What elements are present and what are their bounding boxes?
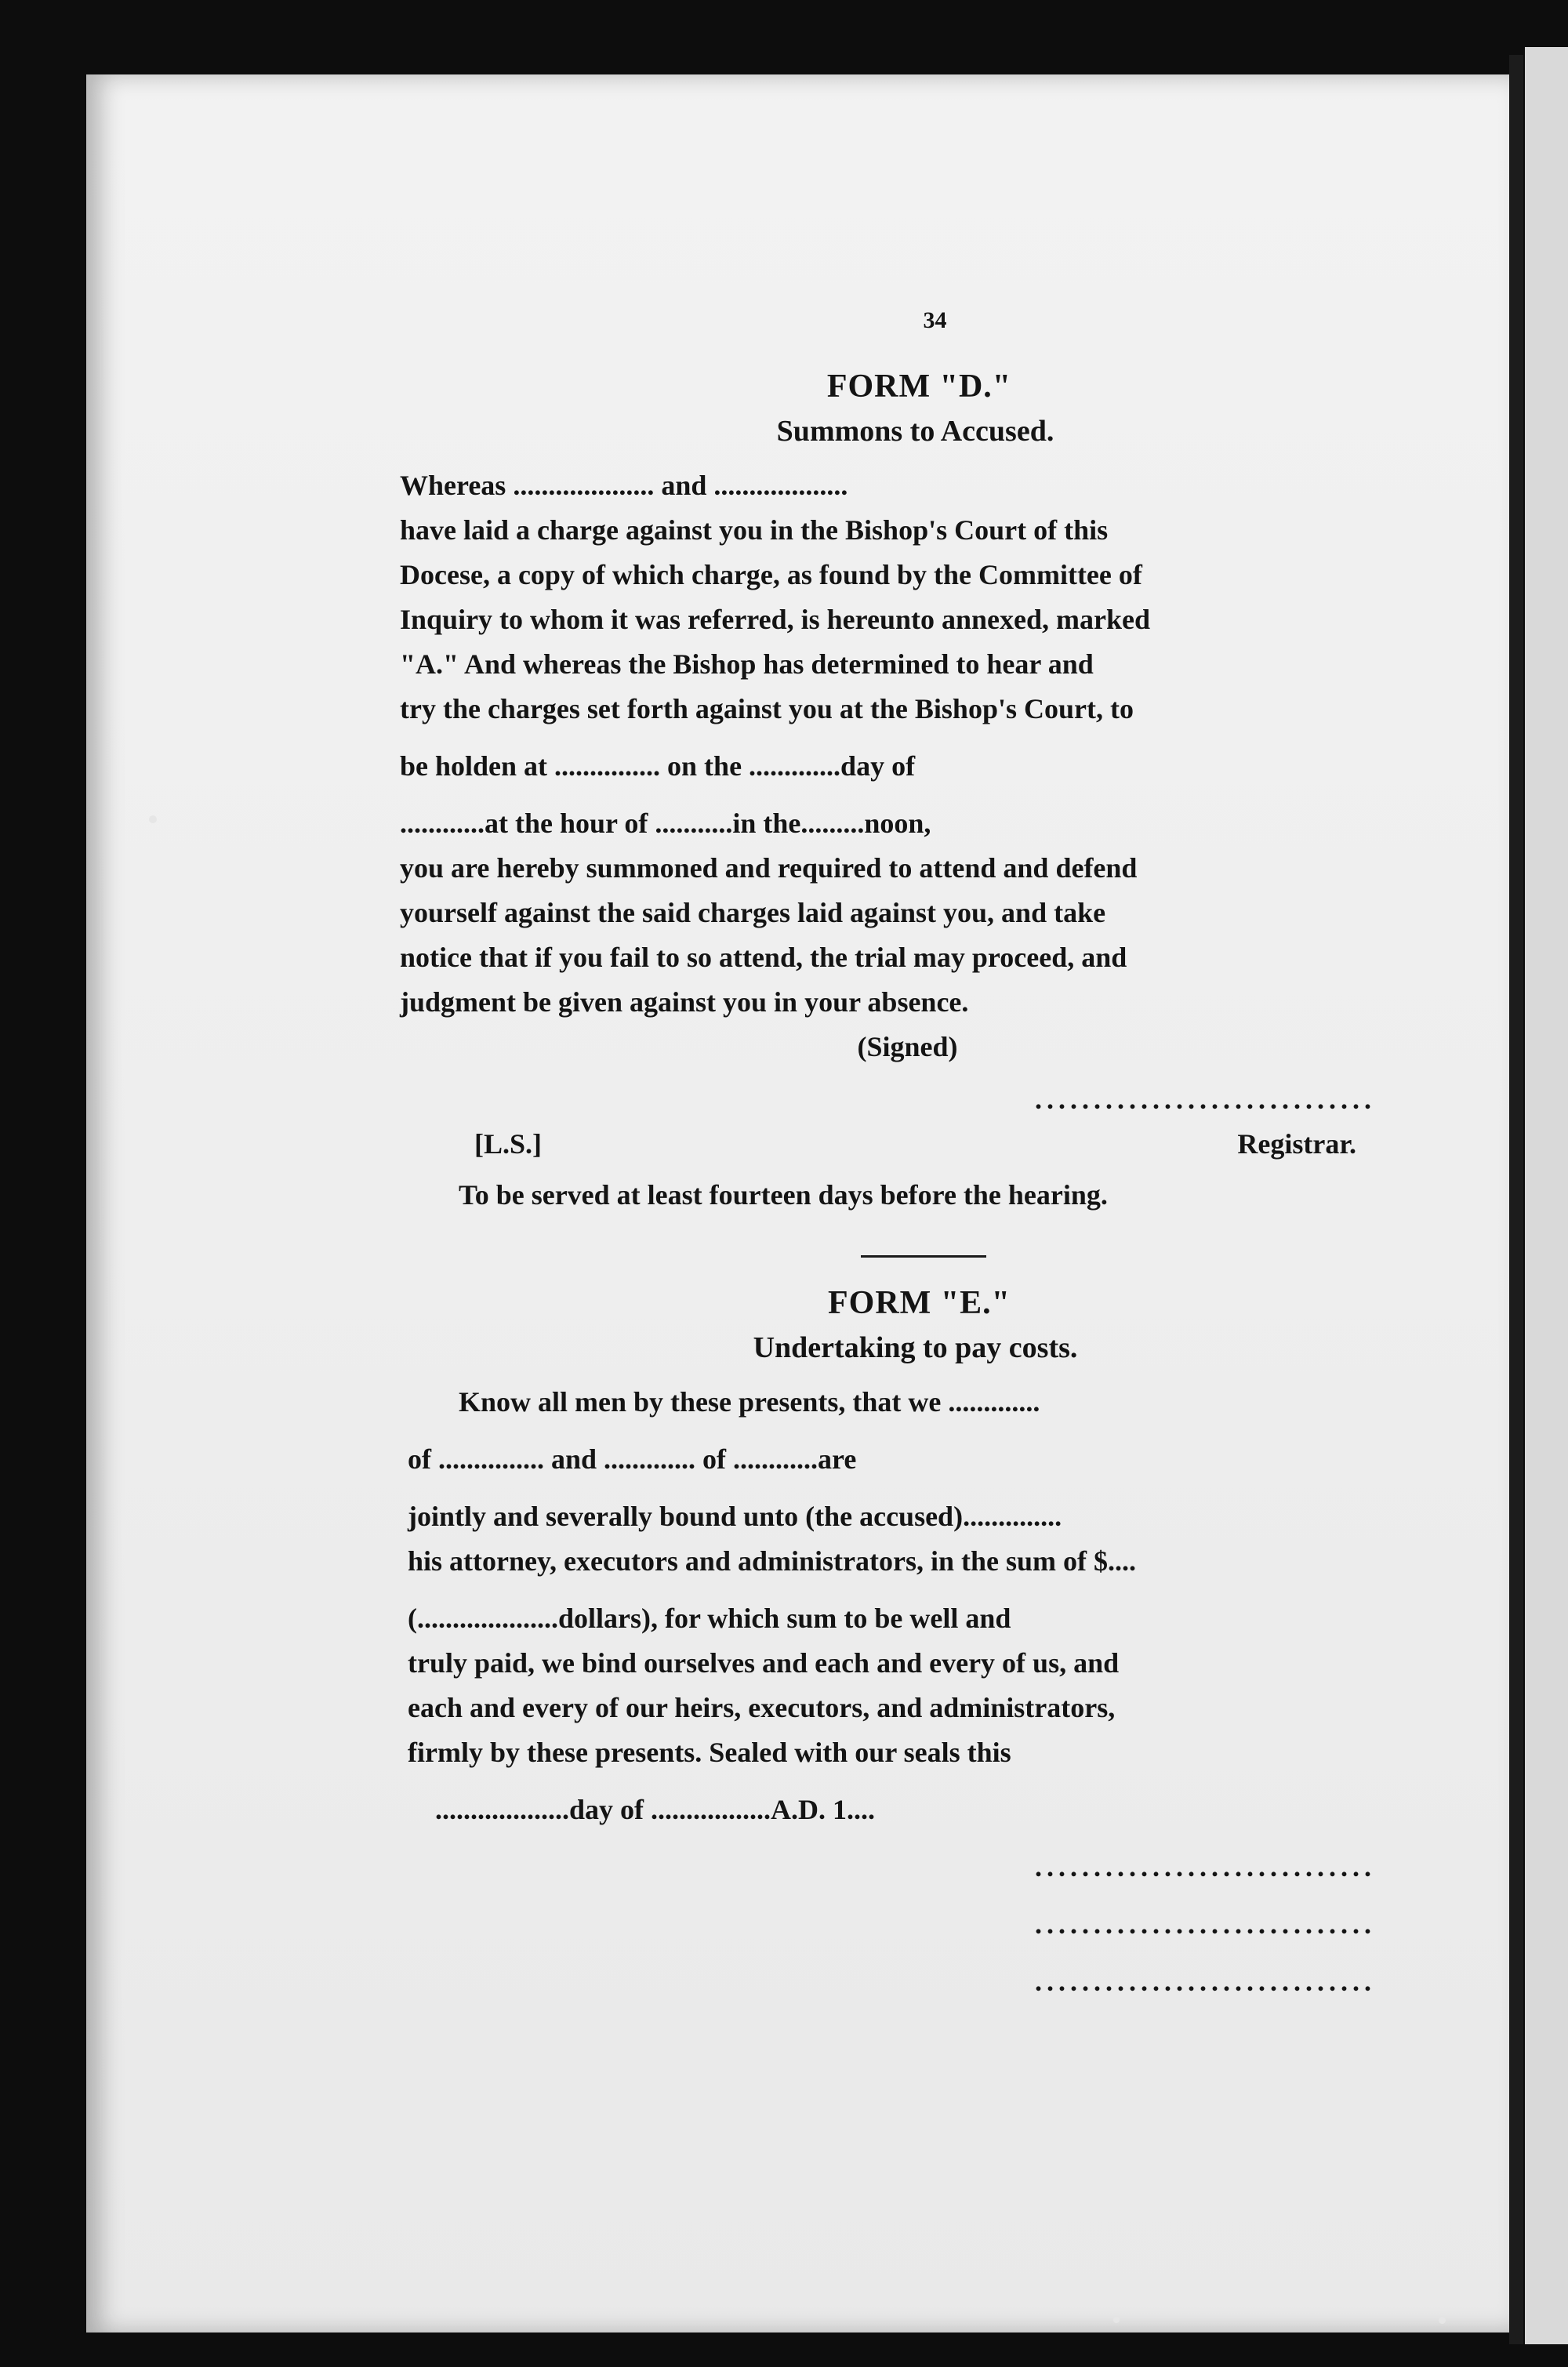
- form-e-line: truly paid, we bind ourselves and each and every of us, and: [408, 1647, 1120, 1679]
- form-e-line: jointly and severally bound unto (the accused)..............: [408, 1501, 1062, 1532]
- form-e-line: (....................dollars), for which sum to be well and: [408, 1603, 1011, 1634]
- form-e-subtitle: Undertaking to pay costs.: [753, 1331, 1078, 1364]
- signature-line: .............................: [1035, 1084, 1376, 1115]
- scan-speck: [1439, 2317, 1446, 2324]
- service-note: To be served at least fourteen days before the hearing.: [459, 1179, 1108, 1211]
- form-d-line: try the charges set forth against you at the Bishop's Court, to: [400, 693, 1134, 724]
- signature-line: .............................: [1035, 1966, 1376, 1997]
- page-text: [400, 298, 1376, 2004]
- signature-line: .............................: [1035, 1851, 1376, 1882]
- adjacent-page-strip: [1525, 47, 1568, 2344]
- form-e-title: FORM "E.": [828, 1285, 1011, 1321]
- form-e-line: firmly by these presents. Sealed with our seals this: [408, 1737, 1011, 1768]
- form-e-line: each and every of our heirs, executors, and administrators,: [408, 1692, 1116, 1723]
- form-d-line: you are hereby summoned and required to attend and defend: [400, 852, 1138, 884]
- form-d-line: be holden at ............... on the .............day of: [400, 750, 916, 782]
- form-d-line: judgment be given against you in your absence.: [400, 986, 969, 1018]
- form-e-line: ...................day of .................A.D. 1....: [435, 1794, 876, 1825]
- signed-label: (Signed): [857, 1031, 958, 1062]
- form-d-line: "A." And whereas the Bishop has determined to hear and: [400, 648, 1094, 680]
- form-d-line: notice that if you fail to so attend, the trial may proceed, and: [400, 942, 1127, 973]
- form-d-line: Docese, a copy of which charge, as found by the Committee of: [400, 559, 1142, 590]
- form-d-line: ............at the hour of ...........in the.........noon,: [400, 808, 931, 839]
- seal-registrar-row: [400, 1122, 1376, 1167]
- signature-line: .............................: [1035, 1908, 1376, 1940]
- page-edge-shadow: [1509, 55, 1523, 2344]
- form-d-title: FORM "D.": [826, 368, 1012, 405]
- form-d-line: yourself against the said charges laid against you, and take: [400, 897, 1106, 928]
- form-d-line: Inquiry to whom it was referred, is hereunto annexed, marked: [400, 604, 1150, 635]
- form-e-line: his attorney, executors and administrators, in the sum of $....: [408, 1545, 1136, 1577]
- page-number: 34: [923, 307, 947, 333]
- registrar-label: Registrar.: [1237, 1128, 1356, 1160]
- form-d-line: have laid a charge against you in the Bishop's Court of this: [400, 514, 1109, 546]
- section-divider: [861, 1255, 986, 1258]
- form-d-line: Whereas .................... and ...................: [400, 470, 848, 501]
- form-d-subtitle: Summons to Accused.: [776, 415, 1054, 448]
- form-e-line: Know all men by these presents, that we .............: [459, 1386, 1040, 1418]
- scan-speck: [1113, 2317, 1120, 2323]
- scan-speck: [149, 815, 157, 823]
- form-e-line: of ............... and ............. of ............are: [408, 1443, 857, 1475]
- seal-mark: [L.S.]: [474, 1128, 543, 1160]
